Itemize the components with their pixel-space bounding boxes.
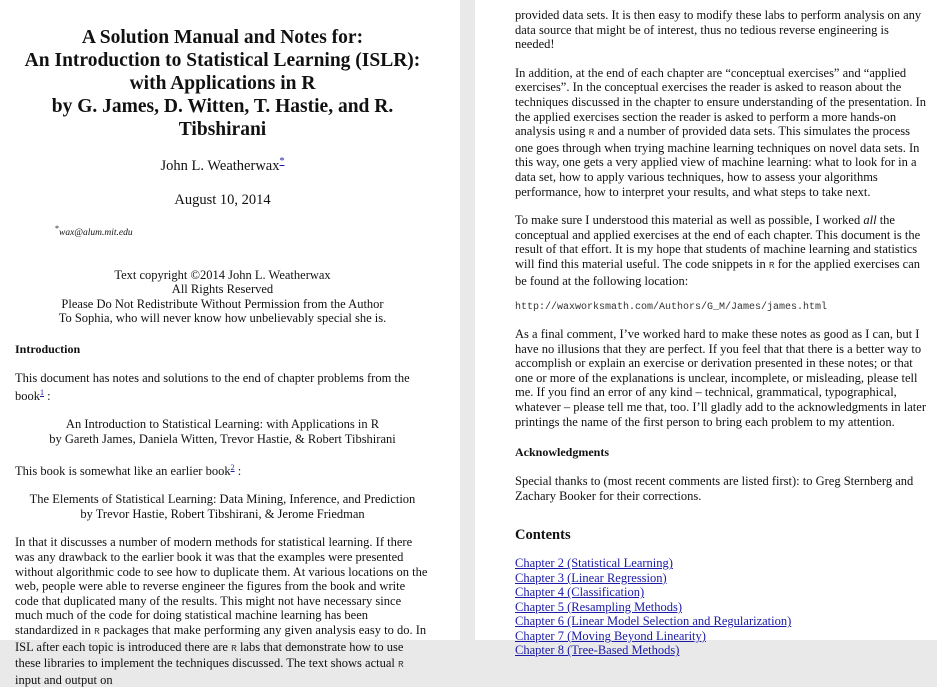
email-footnote: *wax@alum.mit.edu [55,223,133,238]
toc-chapter-3-link[interactable]: Chapter 3 (Linear Regression) [515,570,667,585]
acknowledgments-heading: Acknowledgments [515,445,610,460]
date: August 10, 2014 [174,191,271,208]
earlier-book-paragraph: This book is somewhat like an earlier book$^2$ : [15,462,242,478]
toc-chapter-7-link[interactable]: Chapter 7 (Moving Beyond Linearity) [515,628,706,643]
footnote-2-link[interactable]: 2 [230,462,235,472]
book1-citation: An Introduction to Statistical Learning: with Applications in R by Gareth James, Daniela Witten, Trevor Hastie, & Robert Tibshirani [49,417,396,446]
author-footnote-link[interactable]: * [279,156,285,167]
copyright-block: Text copyright ©2014 John L. Weatherwax All Rights Reserved Please Do Not Redistribute Without Permission from the Author To Sophia, who will never know how unbelievably special she is. [58,267,387,326]
toc-chapter-5-link[interactable]: Chapter 5 (Resampling Methods) [515,599,682,614]
exercises-paragraph: In addition, at the end of each chapter are “conceptual exercises” and “applied exercises”. In the conceptual exercises the reader is asked to reason about the techniques discussed in the chapter to ensure understanding of the presentation. In the applied exercises section the reader is asked to perform a more hands-on analysis using R and a number of provided data sets. This simulates the process one goes through when trying machine learning techniques on novel data sets. In this way, one gets a very applied view of machine learning: what to look for in a data set, how to apply various techniques, how to assess your algorithms performance, how to interpret your results, and what steps to take next. [515,65,926,199]
document-title: A Solution Manual and Notes for: An Introduction to Statistical Learning (ISLR): with Applications in R by G. James, D. Witten, T. Hastie, and R. Tibshirani [24,27,421,140]
introduction-heading: Introduction [15,341,81,356]
continued-paragraph: provided data sets. It is then easy to modify these labs to perform analysis on any data source that might be of interest, thus no tedious reverse engineering is needed! [515,8,922,52]
author: John L. Weatherwax* [160,156,285,174]
acknowledgments-paragraph: Special thanks to (most recent comments are listed first): to Greg Sternberg and Zachary Booker for their corrections. [515,474,914,503]
toc-chapter-6-link[interactable]: Chapter 6 (Linear Model Selection and Regularization) [515,614,792,629]
contents-heading: Contents [515,527,571,544]
intro-paragraph: This document has notes and solutions to the end of chapter problems from the book$^1$ : [15,370,410,403]
toc-chapter-4-link[interactable]: Chapter 4 (Classification) [515,585,645,600]
effort-paragraph: To make sure I understood this material as well as possible, I worked all the conceptual and applied exercises at the end of each chapter. This document is the result of that effort. It is my hope that students of machine learning and statistics will find this material useful. The code snippets in R for the applied exercises can be found at the following location: [515,213,921,288]
body-paragraph: In that it discusses a number of modern methods for statistical learning. If there was any drawback to the earlier book it was that the examples were presented without algorithmic code to see how to duplicate them. At various locations on the web, people were able to reverse engineer the figures from the book and write code that duplicated many of the results. This might not have necessary since much much of the code for doing statistical machine learning has been standardized in R packages that make performing any given analysis easy to do. In ISL after each topic is introduced there are R labs that demonstrate how to use these libraries to implement the techniques discussed. The text shows actual R input and output on [15,535,428,687]
left-page [0,0,460,687]
toc-chapter-2-link[interactable]: Chapter 2 (Statistical Learning) [515,556,673,571]
final-comment-paragraph: As a final comment, I’ve worked hard to make these notes as good as I can, but I have no illusions that they are perfect. If you feel that that there is a better way to accomplish or explain an exercise or derivation presented in these notes; or that one or more of the explanations is unclear, incomplete, or misleading, please tell me. If you find an error of any kind – technical, grammatical, typographical, whatever – please tell me that, too. I’ll gladly add to the acknowledgments in later printings the name of the first person to bring each problem to my attention. [515,327,926,429]
footnote-1-link[interactable]: 1 [40,387,44,397]
code-url[interactable]: http://waxworksmath.com/Authors/G_M/James/james.html [515,302,828,314]
book2-citation: The Elements of Statistical Learning: Data Mining, Inference, and Prediction by Trevor Hastie, Robert Tibshirani, & Jerome Friedman [29,492,416,521]
right-page [475,0,937,658]
table-of-contents [515,556,931,658]
toc-chapter-8-link[interactable]: Chapter 8 (Tree-Based Methods) [515,643,680,658]
